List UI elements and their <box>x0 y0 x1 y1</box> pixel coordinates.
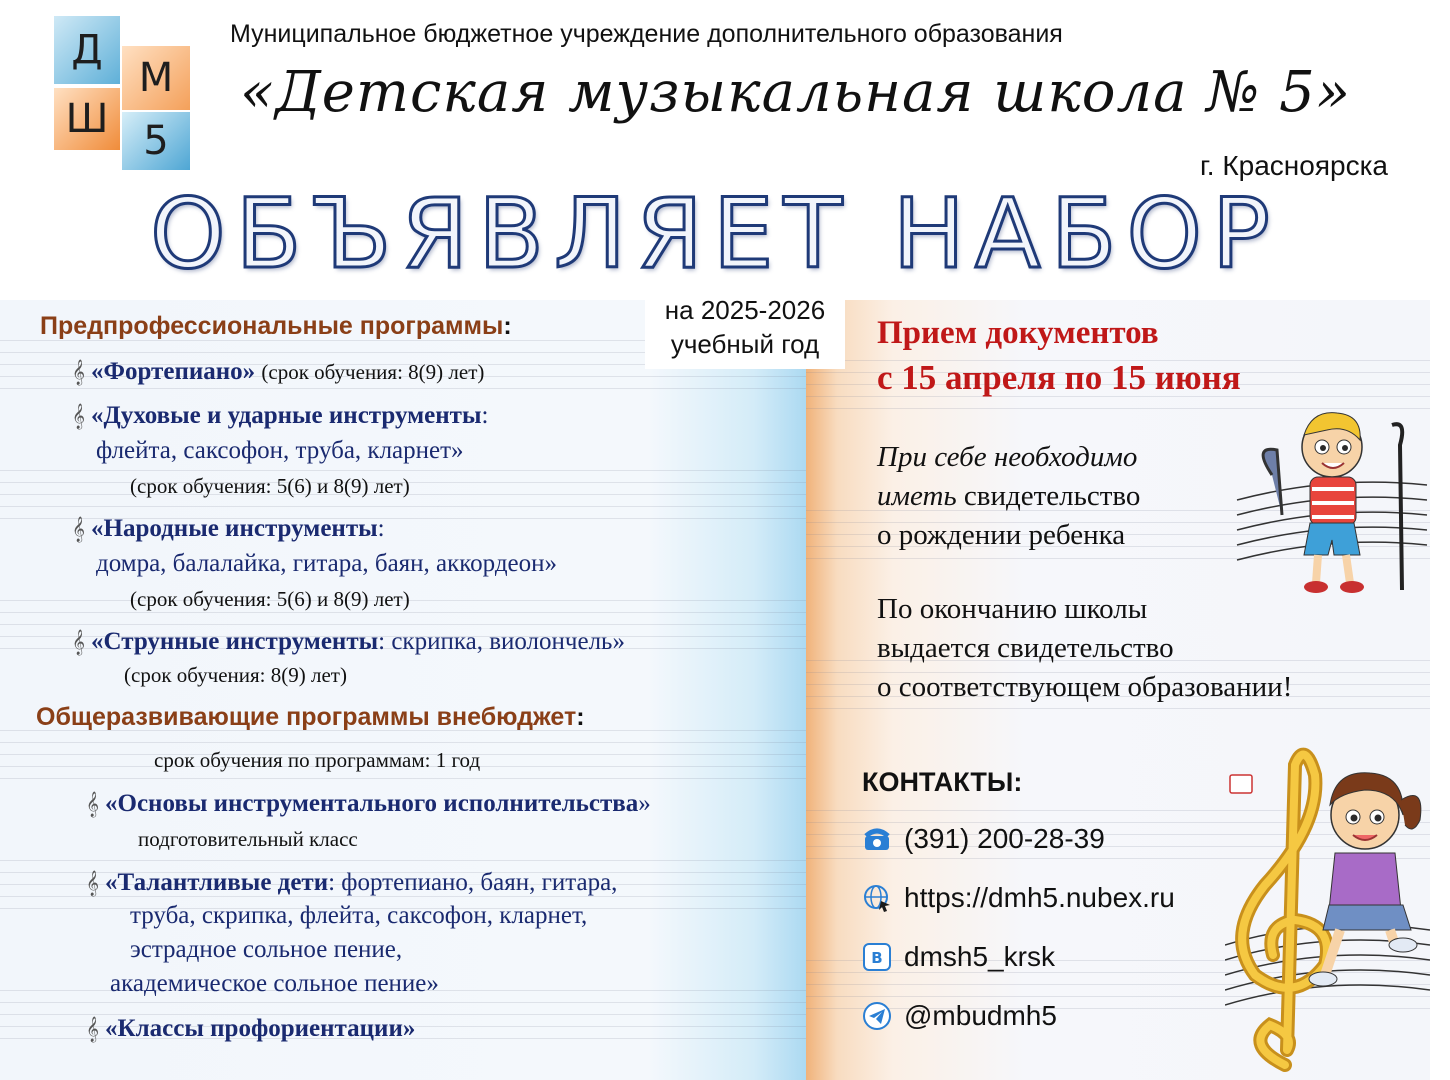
admission-title: Прием документов <box>877 315 1159 351</box>
program-detail-line: флейта, саксофон, труба, кларнет» <box>96 437 464 464</box>
program-detail: : <box>481 402 489 429</box>
section-title-general <box>36 703 585 732</box>
treble-clef-icon: 𝄞 <box>86 871 100 896</box>
program-item <box>72 402 488 430</box>
logo-cell: Д <box>52 14 122 86</box>
telegram-icon <box>862 1001 892 1031</box>
boy-illustration <box>1232 405 1432 610</box>
vk-icon <box>862 942 892 972</box>
contact-telegram[interactable] <box>862 1000 1057 1032</box>
program-detail: : фортепиано, баян, гитара, <box>328 869 618 896</box>
section-title-colon: : <box>503 312 512 340</box>
program-name: «Духовые и ударные инструменты <box>91 402 482 429</box>
section-title-preprofessional <box>40 312 512 341</box>
contact-website[interactable] <box>862 882 1175 914</box>
program-detail: : скрипка, виолончель» <box>378 628 625 655</box>
treble-clef-icon: 𝄞 <box>72 630 86 655</box>
program-detail: » <box>638 790 651 817</box>
academic-year-box <box>645 293 845 369</box>
organization-name: Муниципальное бюджетное учреждение дополнительного образования <box>230 20 1063 48</box>
girl-clef-illustration <box>1225 745 1430 1075</box>
admission-dates: с 15 апреля по 15 июня <box>877 358 1241 397</box>
graduation-line: выдается свидетельство <box>877 632 1174 664</box>
documents-note <box>877 438 1140 555</box>
section-title-text: Общеразвивающие программы внебюджет <box>36 703 577 731</box>
year-line: учебный год <box>670 329 820 359</box>
documents-line: о рождении ребенка <box>877 519 1126 551</box>
logo-cell: 5 <box>120 110 192 172</box>
treble-clef-icon: 𝄞 <box>72 360 86 385</box>
program-term: (срок обучения: 8(9) лет) <box>124 663 347 687</box>
program-detail-line: эстрадное сольное пение, <box>130 936 403 963</box>
telephone-icon <box>862 824 892 854</box>
telegram-handle: @mbudmh5 <box>904 1000 1057 1031</box>
school-logo <box>52 14 192 172</box>
program-item <box>72 515 385 543</box>
program-term: (срок обучения: 5(6) и 8(9) лет) <box>130 474 410 498</box>
program-detail-line: домра, балалайка, гитара, баян, аккордеон» <box>96 550 558 577</box>
program-name: «Струнные инструменты <box>91 628 379 655</box>
program-detail-line: труба, скрипка, флейта, саксофон, кларнет, <box>130 902 588 929</box>
program-name: «Фортепиано» <box>91 358 256 385</box>
documents-line: свидетельство <box>956 480 1141 512</box>
treble-clef-icon: 𝄞 <box>86 1017 100 1042</box>
program-name: «Классы профориентации» <box>105 1015 416 1042</box>
program-item <box>86 869 617 897</box>
section-title-colon: : <box>576 703 585 731</box>
logo-cell: М <box>120 44 192 112</box>
treble-clef-icon: 𝄞 <box>72 404 86 429</box>
graduation-line: о соответствующем образовании! <box>877 671 1293 703</box>
program-detail-line: академическое сольное пение» <box>110 970 439 997</box>
program-name: «Основы инструментального исполнительства <box>105 790 639 817</box>
general-term: срок обучения по программам: 1 год <box>154 748 481 772</box>
phone-number: (391) 200-28-39 <box>904 823 1105 854</box>
globe-icon <box>862 883 892 913</box>
headline: ОБЪЯВЛЯЕТ НАБОР <box>150 178 1280 290</box>
contacts-title: КОНТАКТЫ: <box>862 767 1023 797</box>
documents-line: При себе необходимо <box>877 441 1138 473</box>
graduation-note <box>877 590 1292 707</box>
svg-text:B: B <box>871 949 883 967</box>
documents-line: иметь <box>877 480 957 512</box>
contact-vk[interactable] <box>862 941 1055 973</box>
program-term: (срок обучения: 8(9) лет) <box>261 360 485 384</box>
graduation-line: По окончанию школы <box>877 593 1148 625</box>
treble-clef-icon: 𝄞 <box>72 517 86 542</box>
contact-phone[interactable] <box>862 823 1105 855</box>
program-note: подготовительный класс <box>138 827 358 851</box>
city-name: г. Красноярска <box>1199 150 1388 181</box>
logo-cell: Ш <box>52 86 122 152</box>
program-term: (срок обучения: 5(6) и 8(9) лет) <box>130 587 410 611</box>
section-title-text: Предпрофессиональные программы <box>40 312 504 340</box>
year-line: на 2025-2026 <box>664 295 826 325</box>
program-name: «Талантливые дети <box>105 869 329 896</box>
program-detail: : <box>377 515 385 542</box>
vk-handle: dmsh5_krsk <box>904 941 1055 972</box>
program-name: «Народные инструменты <box>91 515 378 542</box>
program-item <box>72 628 625 656</box>
school-name: «Детская музыкальная школа № 5» <box>240 60 1352 125</box>
website-link: https://dmh5.nubex.ru <box>904 882 1175 913</box>
program-item <box>86 1015 415 1043</box>
program-item <box>86 790 651 818</box>
treble-clef-icon: 𝄞 <box>86 792 100 817</box>
program-item <box>72 358 484 386</box>
